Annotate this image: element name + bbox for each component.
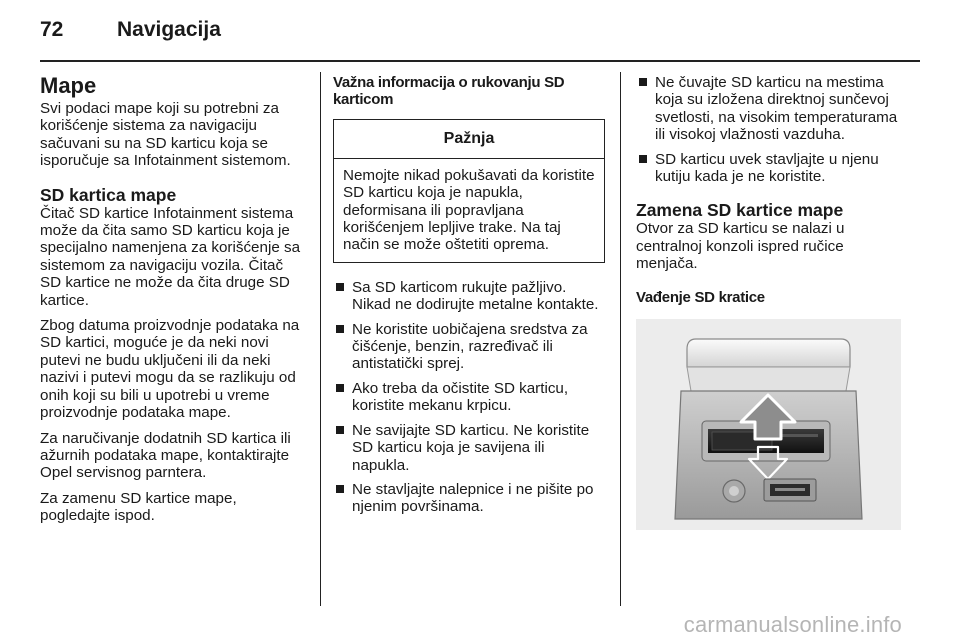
page-title: Navigacija bbox=[117, 18, 221, 41]
column-divider bbox=[620, 72, 621, 606]
paragraph: Za zamenu SD kartice mape, pogledajte ispod. bbox=[40, 489, 237, 525]
list-item: Ne koristite uobičajena sredstva za čišćenje, benzin, razređivač ili antistatički sprej. bbox=[333, 321, 605, 373]
sd-slot-photo-icon bbox=[636, 319, 901, 530]
column-divider bbox=[320, 72, 321, 606]
subheading-handling: Važna informacija o rukovanju SD karticom bbox=[333, 74, 565, 109]
square-bullet-icon bbox=[639, 155, 647, 163]
warning-box bbox=[333, 119, 605, 263]
header-divider bbox=[40, 60, 920, 62]
warning-text: Nemojte nikad pokušavati da koristite SD karticu koja je napukla, deformisana ili popravljana korišćenjem lepljive trake. Na taj način se može oštetiti oprema. bbox=[343, 166, 595, 254]
subheading-replace-card: Zamena SD kartice mape bbox=[636, 200, 844, 221]
square-bullet-icon bbox=[336, 283, 344, 291]
square-bullet-icon bbox=[639, 78, 647, 86]
paragraph: Čitač SD kartice Infotainment sistema može da čita samo SD karticu koja je specijalno namenjena za korišćenje sa sistemom za navigaciju vozila. Čitač SD kartice ne može da čita druge SD kartice. bbox=[40, 204, 301, 309]
list-item: Ne savijajte SD karticu. Ne koristite SD karticu koja je savijena ili napukla. bbox=[333, 422, 605, 474]
handling-bullet-list bbox=[333, 279, 605, 516]
storage-bullet-list bbox=[636, 74, 906, 185]
square-bullet-icon bbox=[336, 325, 344, 333]
square-bullet-icon bbox=[336, 426, 344, 434]
warning-title: Pažnja bbox=[334, 120, 604, 159]
page-header bbox=[0, 0, 960, 62]
paragraph: Za naručivanje dodatnih SD kartica ili ažurnih podataka mape, kontaktirajte Opel servisnog parntera. bbox=[40, 429, 291, 482]
subheading-remove-card: Vađenje SD kratice bbox=[636, 288, 765, 306]
watermark: carmanualsonline.info bbox=[683, 612, 902, 637]
column-3 bbox=[636, 74, 906, 530]
subheading-sd-card: SD kartica mape bbox=[40, 184, 177, 205]
maps-intro: Svi podaci mape koji su potrebni za korišćenje sistema za navigaciju sačuvani su na SD karticu koja se isporučuje sa Infotainment sistemom. bbox=[40, 100, 291, 170]
paragraph: Zbog datuma proizvodnje podataka na SD kartici, moguće je da neki novi putevi ne budu uključeni ili da neki nazivi i putevi mogu da se razlikuju od onih koji su bili u upotrebi u vreme proizvodnje podataka mape. bbox=[40, 317, 300, 422]
section-heading-maps: Mape bbox=[40, 73, 97, 98]
replace-intro: Otvor za SD karticu se nalazi u centralnoj konzoli ispred ručice menjača. bbox=[636, 220, 845, 273]
list-item: Ne stavljajte nalepnice i ne pišite po njenim površinama. bbox=[333, 481, 605, 516]
sd-card-slot-illustration bbox=[636, 319, 901, 530]
square-bullet-icon bbox=[336, 485, 344, 493]
list-item: Ne čuvajte SD karticu na mestima koja su izložena direktnoj sunčevoj svetlosti, na visokim temperaturama ili visokoj vlažnosti vazduha. bbox=[636, 74, 906, 144]
square-bullet-icon bbox=[336, 384, 344, 392]
page-number: 72 bbox=[40, 18, 64, 41]
column-2 bbox=[333, 74, 605, 516]
column-1 bbox=[40, 74, 308, 525]
list-item: SD karticu uvek stavljajte u njenu kutiju kada je ne koristite. bbox=[636, 151, 906, 186]
list-item: Sa SD karticom rukujte pažljivo. Nikad ne dodirujte metalne kontakte. bbox=[333, 279, 605, 314]
list-item: Ako treba da očistite SD karticu, koristite mekanu krpicu. bbox=[333, 380, 605, 415]
